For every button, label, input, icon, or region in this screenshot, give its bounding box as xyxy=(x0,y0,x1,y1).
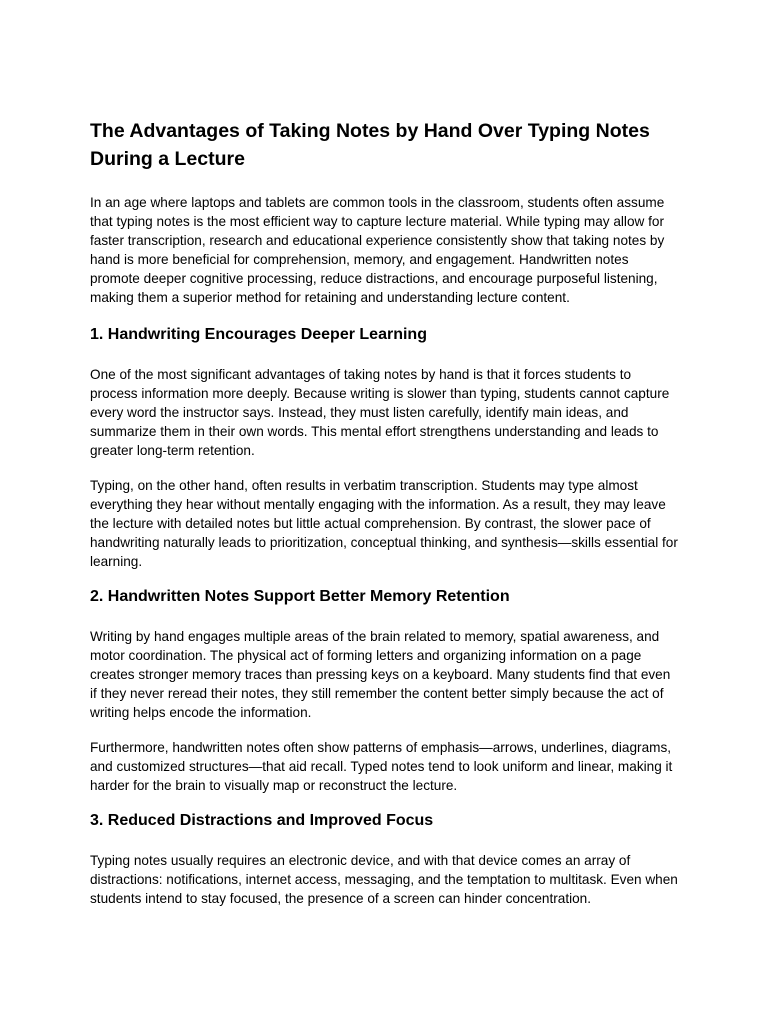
section-paragraph: Typing, on the other hand, often results in verbatim transcription. Students may type almost everything they hear without mentally engaging with the information. As a result, they may leave the lecture with detailed notes but little actual comprehension. By contrast, the slower pace of handwriting naturally leads to prioritization, conceptual thinking, and synthesis—skills essential for learning. xyxy=(90,478,678,569)
section-paragraph: Furthermore, handwritten notes often show patterns of emphasis—arrows, underlines, diagrams, and customized structures—that aid recall. Typed notes tend to look uniform and linear, making it harder for the brain to visually map or reconstruct the lecture. xyxy=(90,740,673,793)
section-paragraph: Writing by hand engages multiple areas of the brain related to memory, spatial awareness, and motor coordination. The physical act of forming letters and organizing information on a page creates stronger memory traces than pressing keys on a keyboard. Many students find that even if they never reread their notes, they still remember the content better simply because the act of writing helps encode the information. xyxy=(90,629,671,720)
section-heading: 1. Handwriting Encourages Deeper Learning xyxy=(90,326,427,343)
section-paragraph: One of the most significant advantages of taking notes by hand is that it forces students to process information more deeply. Because writing is slower than typing, students cannot capture every word the instructor says. Instead, they must listen carefully, identify main ideas, and summarize them in their own words. This mental effort strengthens understanding and leads to greater long-term retention. xyxy=(90,367,670,458)
document-title: The Advantages of Taking Notes by Hand Over Typing Notes During a Lecture xyxy=(90,120,650,170)
section-heading: 2. Handwritten Notes Support Better Memory Retention xyxy=(90,588,510,605)
section-memory-retention xyxy=(90,587,678,795)
section-heading: 3. Reduced Distractions and Improved Focus xyxy=(90,812,434,829)
section-reduced-distractions xyxy=(90,811,678,908)
intro-paragraph: In an age where laptops and tablets are common tools in the classroom, students often assume that typing notes is the most efficient way to capture lecture material. While typing may allow for faster transcription, research and educational experience consistently show that taking notes by hand is more beneficial for comprehension, memory, and engagement. Handwritten notes promote deeper cognitive processing, reduce distractions, and encourage purposeful listening, making them a superior method for retaining and understanding lecture content. xyxy=(90,195,665,305)
section-paragraph: Typing notes usually requires an electronic device, and with that device comes an array of distractions: notifications, internet access, messaging, and the temptation to multitask. Even when students intend to stay focused, the presence of a screen can hinder concentration. xyxy=(90,853,678,906)
section-handwriting-deeper-learning xyxy=(90,325,678,571)
